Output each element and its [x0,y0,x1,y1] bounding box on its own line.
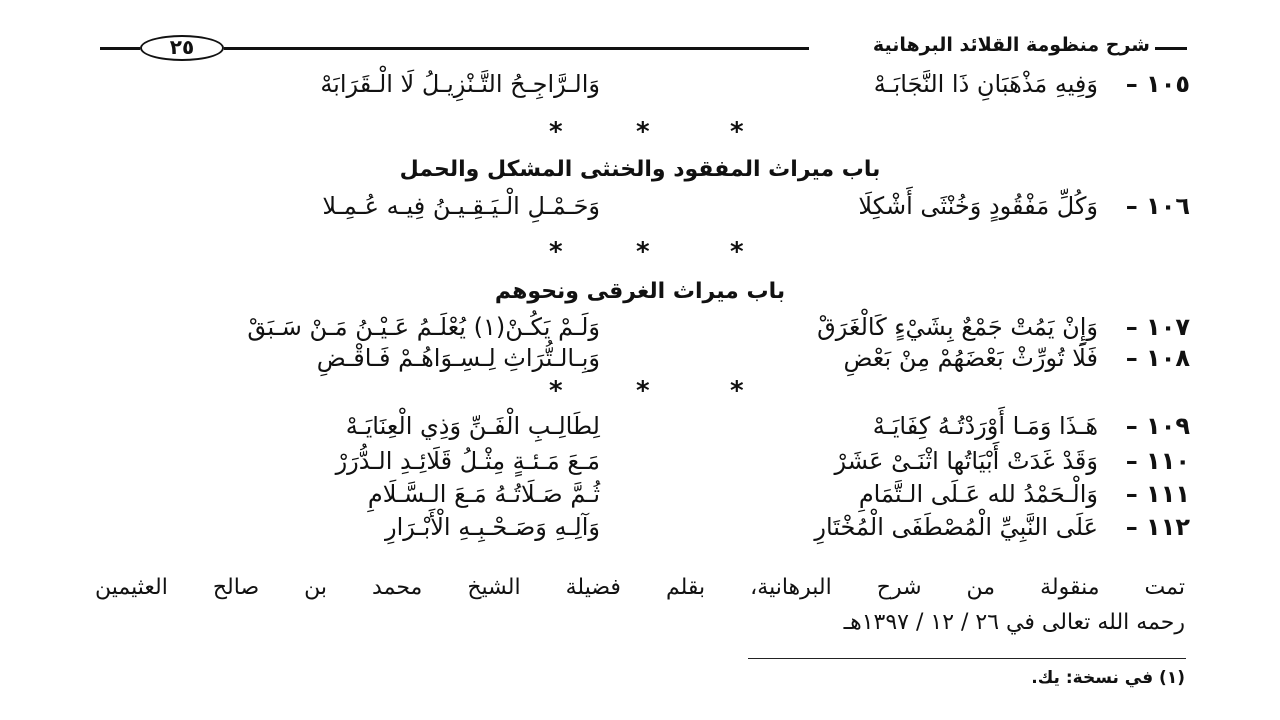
verse-number: ١٠٧ – [1125,313,1190,341]
verse-first-hemistich: وَقَدْ غَدَتْ أَبْيَاتُها اثْنَـىْ عَشَرْ [834,447,1098,475]
verse-first-hemistich: وَالْـحَمْدُ لله عَـلَى الـتَّمَامِ [858,480,1098,508]
verse-number: ١١٠ – [1125,447,1190,475]
verse-first-hemistich: وَإِنْ يَمُتْ جَمْعٌ بِشَيْءٍ كَالْغَرَقْ [817,313,1098,341]
verse-first-hemistich: وَفِيهِ مَذْهَبَانِ ذَا النَّجَابَـهْ [873,70,1098,98]
verse-number: ١١١ – [1125,480,1190,508]
verse-108 [95,344,1190,380]
separator-star: * [730,376,744,406]
separator-star: * [730,117,744,147]
header-rule-left [100,47,140,50]
colophon-date-line: رحمه الله تعالى في ٢٦ / ١٢ / ١٣٩٧هـ [843,610,1185,635]
separator-star: * [549,237,563,267]
separator-star: * [549,117,563,147]
verse-first-hemistich: وَكُلِّ مَفْقُودٍ وَخُنْثَى أَشْكِلَا [858,192,1098,220]
colophon-line: تمت منقولة من شرح البرهانية، بقلم فضيلة الشيخ محمد بن صالح العثيمين [95,575,1185,600]
page-number: ٢٥ [140,35,224,61]
verse-second-hemistich: وَحَـمْـلِ الْـيَـقِـيـنُ فِيـه عُـمِـلا [322,192,600,220]
verse-109 [95,412,1190,448]
verse-first-hemistich: فَلَا تُورِّثْ بَعْضَهُمْ مِنْ بَعْضِ [843,344,1098,372]
verse-first-hemistich: عَلَى النَّبِيِّ الْمُصْطَفَى الْمُخْتَارِ [814,513,1098,541]
verse-number: ١٠٩ – [1125,412,1190,440]
verse-110 [95,447,1190,483]
separator-star: * [730,237,744,267]
verse-number: ١٠٨ – [1125,344,1190,372]
verse-106 [95,192,1190,228]
verse-second-hemistich: لِطَالِـبِ الْفَـنِّ وَذِي الْعِنَايَـهْ [345,412,600,440]
verse-number: ١٠٥ – [1125,70,1190,98]
verse-number: ١١٢ – [1125,513,1190,541]
running-title: شرح منظومة القلائد البرهانية [872,34,1150,56]
separator-star: * [636,237,650,267]
verse-second-hemistich: وَآلِـهِ وَصَـحْـبِـهِ الْأَبْـرَارِ [385,513,600,541]
header-rule-right [1155,47,1187,50]
verse-second-hemistich: وَبِـالـتُّرَاثِ لِـسِـوَاهُـمْ فَـاقْـضِ [316,344,600,372]
chapter-heading: باب ميراث المفقود والخنثى المشكل والحمل [399,157,881,182]
separator-star: * [549,376,563,406]
verse-second-hemistich: وَالـرَّاجِـحُ التَّـنْزِيـلُ لَا الْـقَرَابَهْ [320,70,600,98]
separator-star: * [636,117,650,147]
header-rule-middle [224,47,809,50]
footnote-rule [748,658,1186,659]
verse-first-hemistich: هَـذَا وَمَـا أَوْرَدْتُـهُ كِفَايَـهْ [872,412,1098,440]
verse-second-hemistich: ثُـمَّ صَـلَاتُـهُ مَـعَ الـسَّـلَامِ [367,480,600,508]
verse-111 [95,480,1190,516]
verse-second-hemistich: مَـعَ مَـئـةٍ مِثْـلُ قَلَائِـدِ الـدُّرَرْ [335,447,600,475]
footnote: (١) في نسخة: يك. [1031,668,1185,688]
chapter-heading: باب ميراث الغرقى ونحوهم [494,279,786,304]
verse-105 [95,70,1190,106]
verse-112 [95,513,1190,549]
verse-second-hemistich: وَلَـمْ يَكُـنْ(١) يُعْلَـمُ عَـيْـنُ مَـنْ سَـبَقْ [247,313,600,341]
separator-star: * [636,376,650,406]
verse-number: ١٠٦ – [1125,192,1190,220]
